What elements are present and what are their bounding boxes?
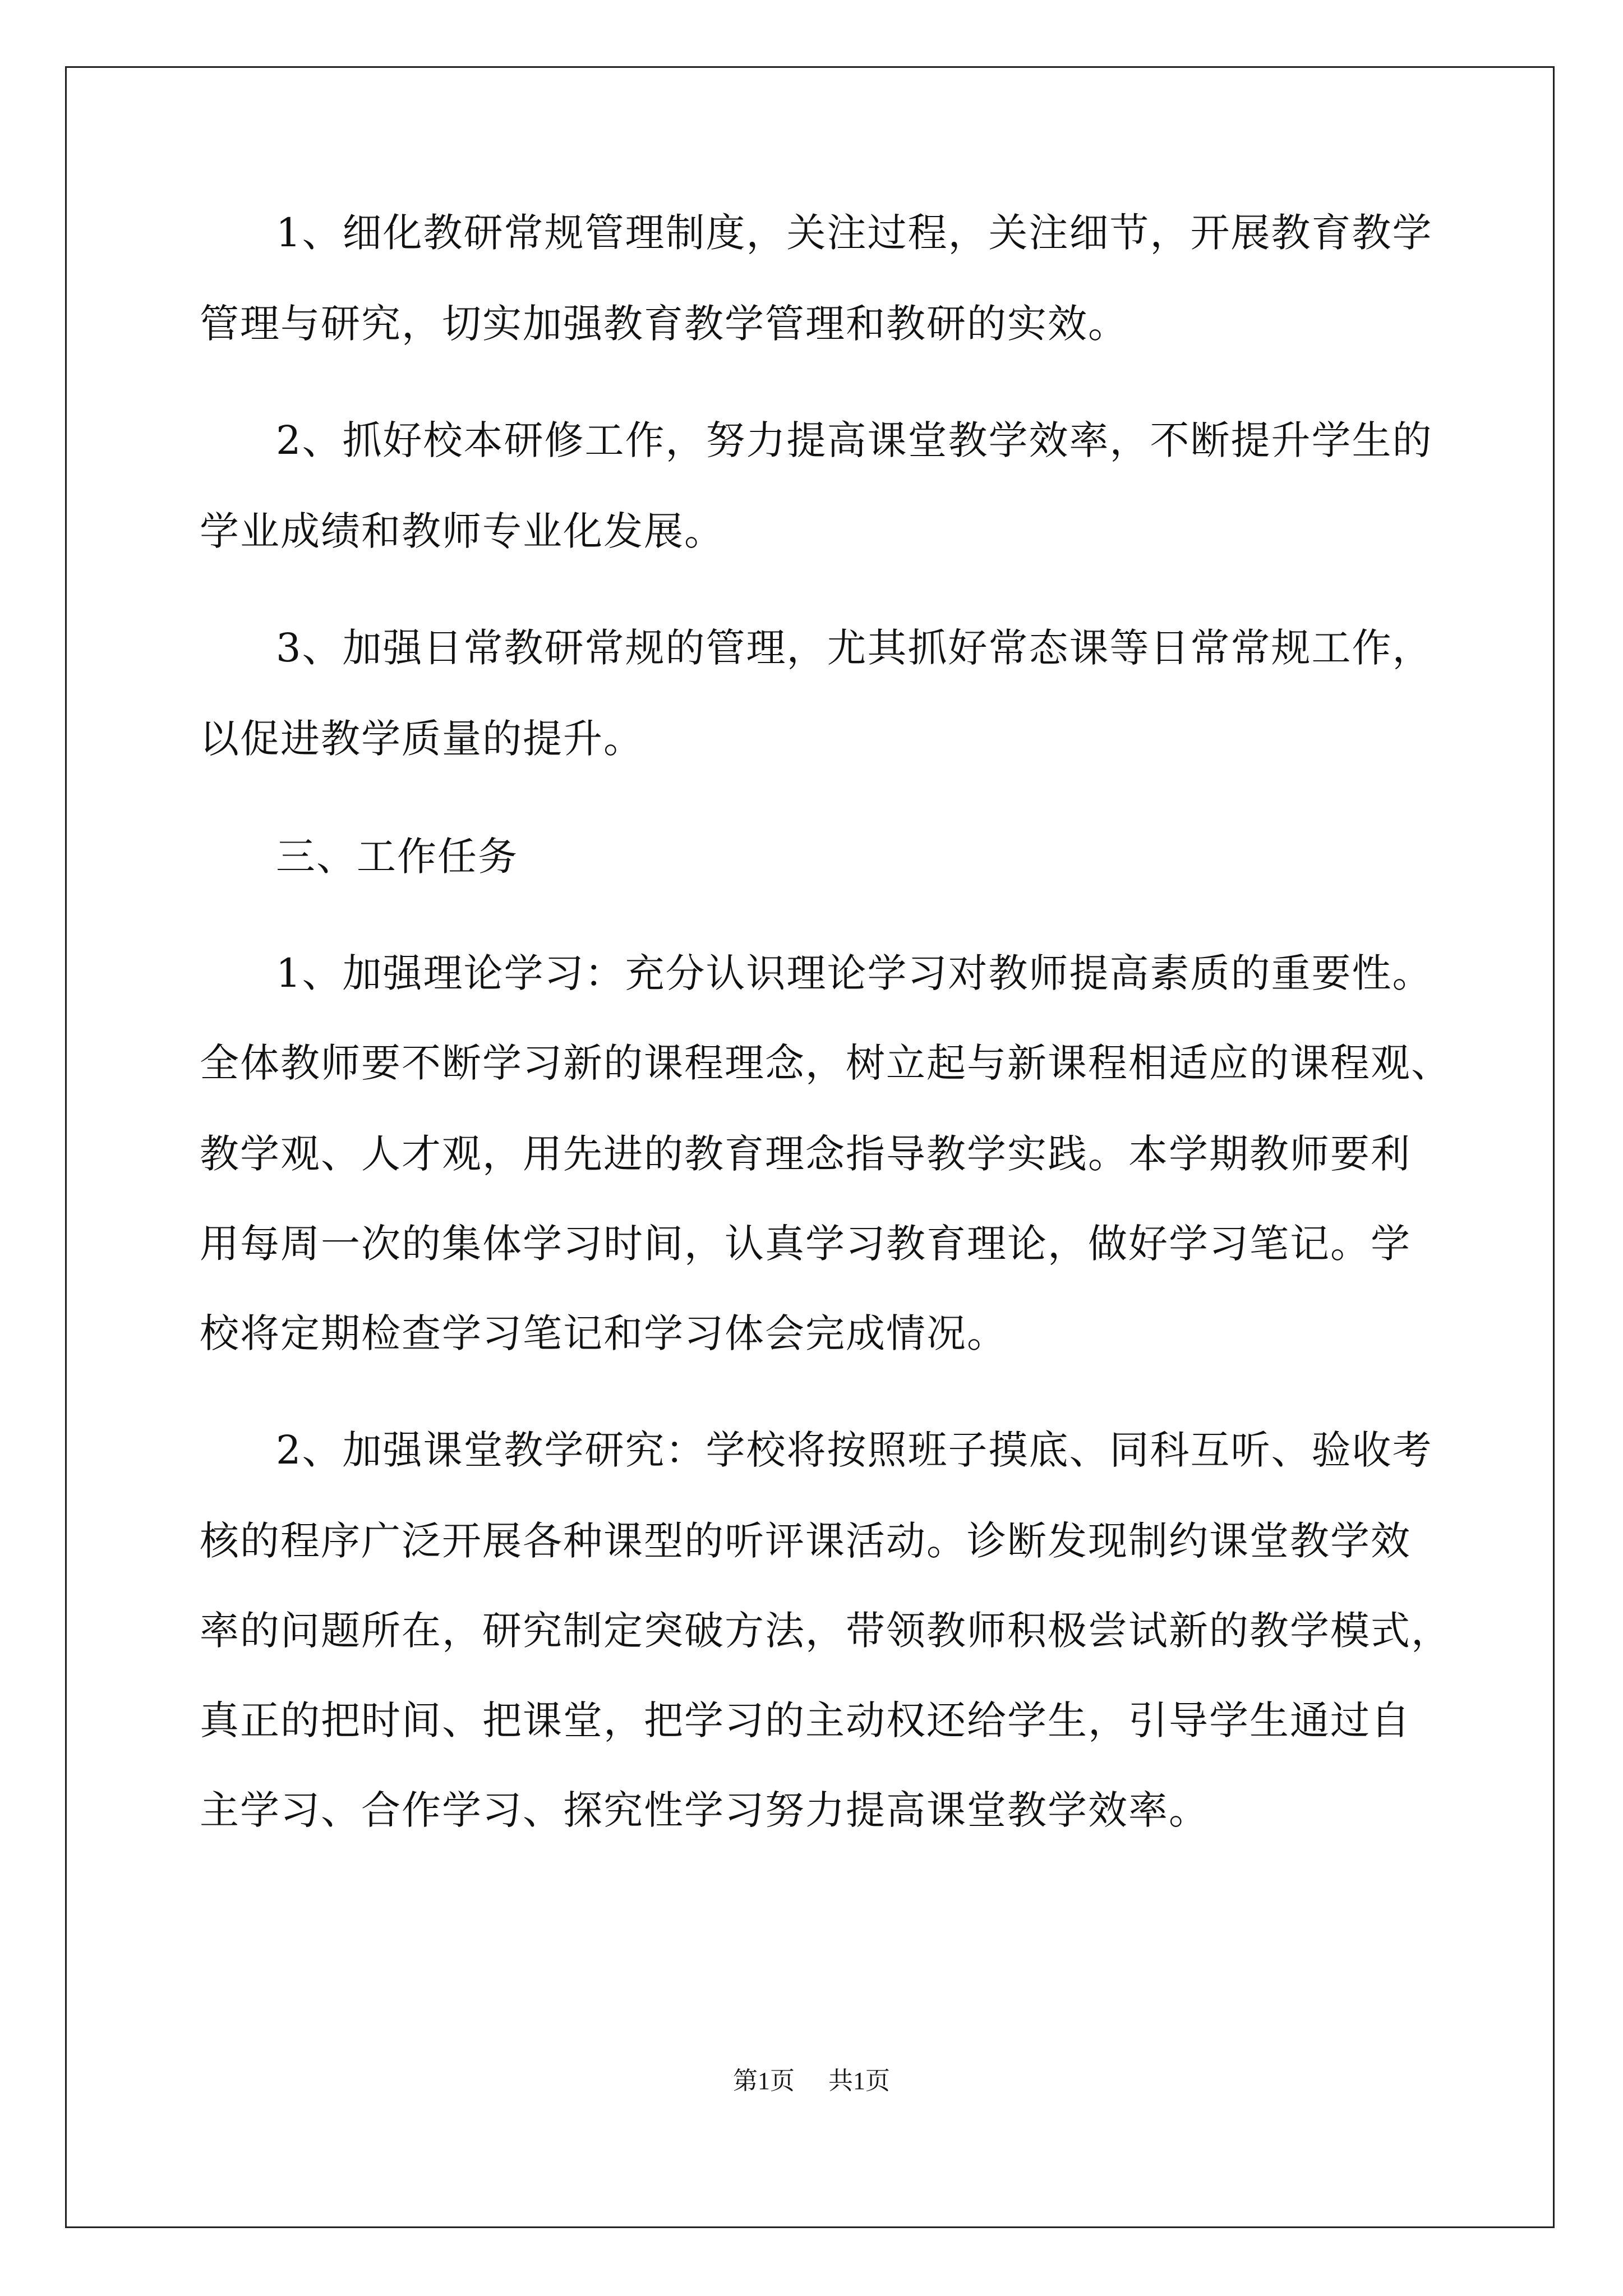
paragraph-line-12: 校将定期检查学习笔记和学习体会完成情况。	[200, 1310, 1007, 1356]
paragraph-line-13: 2、加强课堂教学研究：学校将按照班子摸底、同科互听、验收考	[276, 1427, 1433, 1473]
page-number: 第1页	[733, 2067, 795, 2095]
paragraph-line-8: 1、加强理论学习：充分认识理论学习对教师提高素质的重要性。	[276, 950, 1433, 996]
section-heading: 三、工作任务	[276, 834, 518, 880]
paragraph-line-14: 核的程序广泛开展各种课型的听评课活动。诊断发现制约课堂教学效	[200, 1518, 1411, 1564]
paragraph-line-5: 3、加强日常教研常规的管理，尤其抓好常态课等日常常规工作，	[276, 625, 1433, 671]
page-footer	[0, 2064, 1623, 2098]
paragraph-line-16: 真正的把时间、把课堂，把学习的主动权还给学生，引导学生通过自	[200, 1697, 1411, 1743]
paragraph-line-9: 全体教师要不断学习新的课程理念，树立起与新课程相适应的课程观、	[200, 1040, 1451, 1086]
paragraph-line-17: 主学习、合作学习、探究性学习努力提高课堂教学效率。	[200, 1787, 1209, 1833]
paragraph-line-4: 学业成绩和教师专业化发展。	[200, 508, 725, 554]
paragraph-line-10: 教学观、人才观，用先进的教育理念指导教学实践。本学期教师要利	[200, 1131, 1411, 1177]
paragraph-line-11: 用每周一次的集体学习时间，认真学习教育理论，做好学习笔记。学	[200, 1221, 1411, 1267]
paragraph-line-2: 管理与研究，切实加强教育教学管理和教研的实效。	[200, 301, 1128, 347]
paragraph-line-1: 1、细化教研常规管理制度，关注过程，关注细节，开展教育教学	[276, 210, 1433, 256]
page-total: 共1页	[828, 2067, 890, 2095]
paragraph-line-3: 2、抓好校本研修工作，努力提高课堂教学效率，不断提升学生的	[276, 417, 1433, 463]
paragraph-line-6: 以促进教学质量的提升。	[200, 716, 644, 762]
paragraph-line-15: 率的问题所在，研究制定突破方法，带领教师积极尝试新的教学模式，	[200, 1608, 1451, 1654]
